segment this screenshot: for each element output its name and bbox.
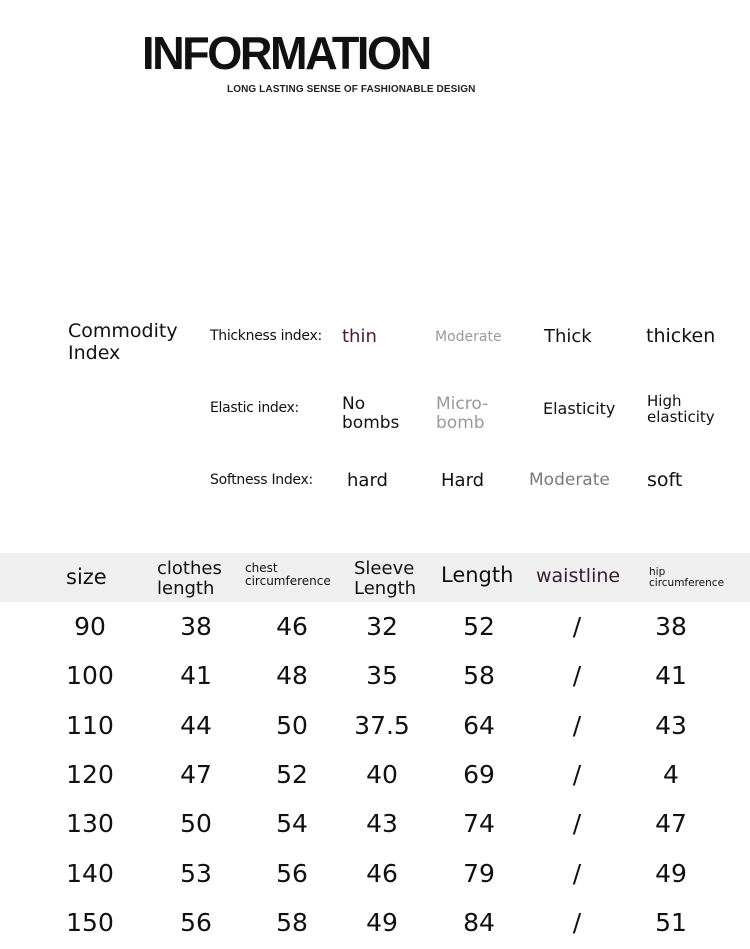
cell-sleeve-length: 32 xyxy=(366,612,398,641)
table-row xyxy=(0,859,750,899)
cell-size: 120 xyxy=(66,759,114,789)
cell-hip: 38 xyxy=(655,612,687,641)
elastic-option-elasticity: Elasticity xyxy=(543,399,616,418)
table-row xyxy=(0,612,750,652)
cell-size: 130 xyxy=(66,809,114,839)
cell-length: 69 xyxy=(463,759,495,789)
softness-option-hard-2: Hard xyxy=(441,470,485,491)
softness-option-moderate: Moderate xyxy=(529,470,610,490)
thickness-option-thick: Thick xyxy=(544,326,592,347)
elastic-option-micro-bomb xyxy=(436,395,488,433)
cell-chest: 46 xyxy=(276,612,308,641)
elastic-option-no-bombs xyxy=(342,395,399,433)
elastic-option-micro-bomb-line2: bomb xyxy=(436,413,485,433)
cell-length: 58 xyxy=(463,661,495,691)
header-clothes-length-line2: length xyxy=(157,578,215,599)
commodity-label-line2: Index xyxy=(68,342,121,364)
header-hip-line1: hip xyxy=(649,566,666,578)
elastic-option-high-elasticity xyxy=(647,393,715,425)
cell-length: 52 xyxy=(463,612,495,641)
elastic-index-label: Elastic index: xyxy=(210,400,299,416)
cell-clothes-length: 41 xyxy=(180,661,212,691)
cell-chest: 52 xyxy=(276,759,308,789)
table-row xyxy=(0,908,750,948)
header-hip-circumference xyxy=(649,567,724,589)
cell-hip: 49 xyxy=(655,858,687,888)
softness-index-label: Softness Index: xyxy=(210,472,313,488)
cell-size: 100 xyxy=(66,661,114,691)
cell-clothes-length: 50 xyxy=(180,809,212,839)
header-clothes-length-line1: clothes xyxy=(157,558,222,579)
table-row xyxy=(0,809,750,849)
header-size: size xyxy=(66,565,107,589)
elastic-option-no-bombs-line1: No xyxy=(342,394,366,414)
cell-waistline: / xyxy=(572,809,582,839)
cell-hip: 51 xyxy=(655,907,687,937)
cell-sleeve-length: 37.5 xyxy=(354,710,410,740)
cell-size: 110 xyxy=(66,710,114,740)
commodity-index-heading xyxy=(68,320,178,364)
thickness-option-moderate: Moderate xyxy=(435,329,502,345)
softness-option-hard-1: hard xyxy=(347,470,388,491)
cell-waistline: / xyxy=(572,612,582,641)
cell-sleeve-length: 35 xyxy=(366,661,398,691)
commodity-label-line1: Commodity xyxy=(68,320,178,342)
cell-waistline: / xyxy=(572,710,582,740)
header-sleeve-line1: Sleeve xyxy=(354,558,415,579)
header-sleeve-line2: Length xyxy=(354,578,417,599)
cell-hip: 43 xyxy=(655,710,687,740)
thickness-option-thin: thin xyxy=(342,326,377,347)
thickness-option-thicken: thicken xyxy=(646,325,716,347)
cell-chest: 56 xyxy=(276,858,308,888)
header-sleeve-length xyxy=(354,559,416,599)
cell-clothes-length: 47 xyxy=(180,759,212,789)
cell-chest: 48 xyxy=(276,661,308,691)
cell-size: 150 xyxy=(66,907,114,937)
cell-hip: 47 xyxy=(655,809,687,839)
cell-waistline: / xyxy=(572,858,582,888)
cell-sleeve-length: 46 xyxy=(366,858,398,888)
thickness-index-label: Thickness index: xyxy=(210,328,322,344)
elastic-option-high-line2: elasticity xyxy=(647,408,715,426)
cell-clothes-length: 38 xyxy=(180,612,212,641)
table-row xyxy=(0,661,750,701)
header-chest-circumference xyxy=(245,562,331,588)
header-clothes-length xyxy=(157,559,222,599)
cell-chest: 54 xyxy=(276,809,308,839)
cell-chest: 50 xyxy=(276,710,308,740)
cell-waistline: / xyxy=(572,907,582,937)
cell-size: 90 xyxy=(74,612,106,641)
cell-size: 140 xyxy=(66,858,114,888)
cell-clothes-length: 44 xyxy=(180,710,212,740)
cell-hip: 41 xyxy=(655,661,687,691)
cell-clothes-length: 56 xyxy=(180,907,212,937)
elastic-option-high-line1: High xyxy=(647,392,682,410)
header-chest-line1: chest xyxy=(245,561,278,575)
cell-sleeve-length: 49 xyxy=(366,907,398,937)
header-length: Length xyxy=(441,563,514,587)
header-waistline: waistline xyxy=(536,565,621,587)
cell-sleeve-length: 43 xyxy=(366,809,398,839)
table-row xyxy=(0,711,750,751)
cell-waistline: / xyxy=(572,759,582,789)
page-title: INFORMATION xyxy=(142,27,430,79)
cell-length: 64 xyxy=(463,710,495,740)
elastic-option-no-bombs-line2: bombs xyxy=(342,413,400,433)
cell-hip: 4 xyxy=(663,759,679,789)
cell-length: 84 xyxy=(463,907,495,937)
cell-sleeve-length: 40 xyxy=(366,759,398,789)
header-chest-line2: circumference xyxy=(245,574,331,588)
cell-waistline: / xyxy=(572,661,582,691)
table-row xyxy=(0,760,750,800)
header-hip-line2: circumference xyxy=(649,577,725,589)
softness-option-soft: soft xyxy=(647,469,683,491)
elastic-option-micro-bomb-line1: Micro- xyxy=(436,394,489,414)
cell-length: 74 xyxy=(463,809,495,839)
cell-clothes-length: 53 xyxy=(180,858,212,888)
cell-chest: 58 xyxy=(276,907,308,937)
page-subtitle: LONG LASTING SENSE OF FASHIONABLE DESIGN xyxy=(227,84,476,95)
cell-length: 79 xyxy=(463,858,495,888)
